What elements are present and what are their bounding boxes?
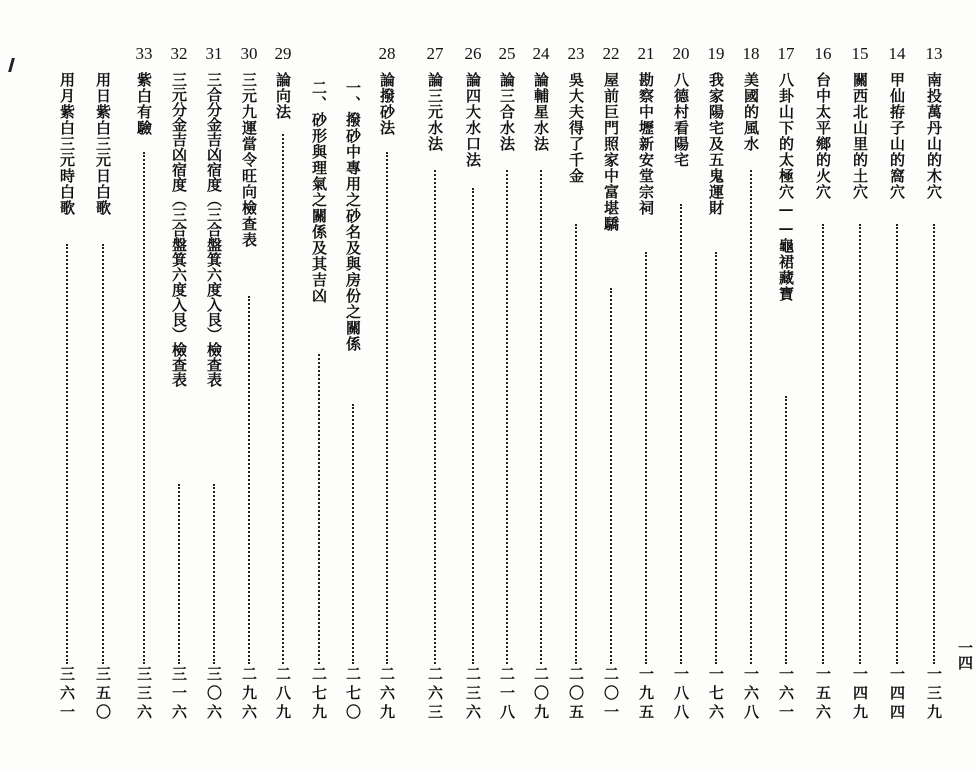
toc-subentry xyxy=(304,44,334,744)
entry-title: 甲仙拵子山的窩穴 xyxy=(888,72,906,200)
toc-entry xyxy=(199,44,229,744)
entry-page: 二一八 xyxy=(498,666,516,723)
entry-page: 二〇九 xyxy=(532,666,550,723)
entry-page: 二六九 xyxy=(378,666,396,723)
entry-page: 二〇一 xyxy=(602,666,620,723)
toc-entry xyxy=(492,44,522,744)
page-edge-number: 一四 xyxy=(956,640,974,670)
dot-leader xyxy=(750,170,752,664)
toc-entry xyxy=(771,44,801,744)
entry-number: 31 xyxy=(205,44,223,63)
dot-leader xyxy=(785,396,787,664)
toc-subentry xyxy=(88,44,118,744)
entry-page: 三五〇 xyxy=(94,666,112,723)
dot-leader xyxy=(822,224,824,664)
entry-title: 勘察中壢新安堂宗祠 xyxy=(637,72,655,216)
entry-number: 20 xyxy=(672,44,690,63)
dot-leader xyxy=(102,244,104,664)
entry-number: 22 xyxy=(602,44,620,63)
entry-page: 二七〇 xyxy=(344,666,362,723)
dot-leader xyxy=(352,404,354,664)
toc-entry xyxy=(234,44,264,744)
dot-leader xyxy=(645,252,647,664)
toc-entry xyxy=(420,44,450,744)
toc-entry xyxy=(666,44,696,744)
toc-entry xyxy=(596,44,626,744)
entry-number: 29 xyxy=(274,44,292,63)
entry-title: 台中太平鄉的火穴 xyxy=(814,72,832,200)
dot-leader xyxy=(506,170,508,664)
entry-page: 三三六 xyxy=(135,666,153,723)
entry-page: 二九六 xyxy=(240,666,258,723)
entry-page: 二七九 xyxy=(310,666,328,723)
entry-title: 關西北山里的土穴 xyxy=(851,72,869,200)
toc-entry xyxy=(372,44,402,744)
dot-leader xyxy=(282,134,284,664)
entry-page: 三六一 xyxy=(58,666,76,723)
dot-leader xyxy=(472,188,474,664)
entry-number: 16 xyxy=(814,44,832,63)
entry-number: 24 xyxy=(532,44,550,63)
dot-leader xyxy=(178,484,180,664)
entry-title: 論四大水口法 xyxy=(464,72,482,168)
dot-leader xyxy=(859,224,861,664)
entry-title: 論三元水法 xyxy=(426,72,444,152)
toc-entry xyxy=(631,44,661,744)
entry-page: 一三九 xyxy=(925,666,943,723)
entry-number: 19 xyxy=(707,44,725,63)
toc-entry xyxy=(808,44,838,744)
entry-title: 論撥砂法 xyxy=(378,72,396,136)
toc-subentry xyxy=(338,44,368,744)
entry-number: 13 xyxy=(925,44,943,63)
entry-title: 八卦山下的太極穴——龜裙藏寶 xyxy=(777,72,795,302)
toc-entry xyxy=(845,44,875,744)
dot-leader xyxy=(575,224,577,664)
entry-title: 二、砂形與理氣之關係及其吉凶 xyxy=(310,80,328,304)
toc-entry xyxy=(526,44,556,744)
entry-title: 紫白有驗 xyxy=(135,72,153,136)
entry-title: 用月紫白三元時白歌 xyxy=(58,72,76,216)
entry-page: 一九五 xyxy=(637,666,655,723)
entry-title: 八德村看陽宅 xyxy=(672,72,690,168)
entry-number: 28 xyxy=(378,44,396,63)
toc-entry xyxy=(268,44,298,744)
entry-page: 三一六 xyxy=(170,666,188,723)
entry-title: 論三合水法 xyxy=(498,72,516,152)
entry-title: 三合分金吉凶宿度（三合盤箕六度入艮）檢查表 xyxy=(205,72,223,387)
toc-entry xyxy=(561,44,591,744)
entry-page: 一七六 xyxy=(707,666,725,723)
toc-entry xyxy=(164,44,194,744)
entry-page: 三〇六 xyxy=(205,666,223,723)
entry-page: 一六八 xyxy=(742,666,760,723)
toc-entry xyxy=(882,44,912,744)
dot-leader xyxy=(896,224,898,664)
dot-leader xyxy=(680,204,682,664)
dot-leader xyxy=(933,224,935,664)
dot-leader xyxy=(248,296,250,664)
entry-number: 21 xyxy=(637,44,655,63)
entry-number: 33 xyxy=(135,44,153,63)
dot-leader xyxy=(213,484,215,664)
entry-number: 14 xyxy=(888,44,906,63)
dot-leader xyxy=(143,152,145,664)
toc-entry xyxy=(129,44,159,744)
entry-title: 我家陽宅及五鬼運財 xyxy=(707,72,725,216)
dot-leader xyxy=(386,152,388,664)
entry-number: 18 xyxy=(742,44,760,63)
dot-leader xyxy=(715,252,717,664)
entry-number: 30 xyxy=(240,44,258,63)
entry-page: 二三六 xyxy=(464,666,482,723)
entry-title: 一、撥砂中專用之砂名及與房份之關係 xyxy=(344,80,362,352)
entry-title: 用日紫白三元日白歌 xyxy=(94,72,112,216)
entry-page: 一六一 xyxy=(777,666,795,723)
entry-page: 一五六 xyxy=(814,666,832,723)
toc-subentry xyxy=(52,44,82,744)
entry-title: 三元分金吉凶宿度（三合盤箕六度入艮）檢查表 xyxy=(170,72,188,387)
entry-page: 二八九 xyxy=(274,666,292,723)
entry-page: 一八八 xyxy=(672,666,690,723)
toc-entry xyxy=(458,44,488,744)
entry-title: 美國的風水 xyxy=(742,72,760,152)
toc-entry xyxy=(919,44,949,744)
dot-leader xyxy=(318,354,320,664)
toc-entry xyxy=(736,44,766,744)
entry-page: 一四四 xyxy=(888,666,906,723)
toc-entry xyxy=(701,44,731,744)
dot-leader xyxy=(610,288,612,664)
entry-number: 23 xyxy=(567,44,585,63)
entry-number: 17 xyxy=(777,44,795,63)
entry-title: 吳大夫得了千金 xyxy=(567,72,585,184)
scan-mark xyxy=(8,58,15,72)
entry-title: 南投萬丹山的木穴 xyxy=(925,72,943,200)
entry-number: 26 xyxy=(464,44,482,63)
dot-leader xyxy=(434,170,436,664)
entry-number: 25 xyxy=(498,44,516,63)
entry-title: 屋前巨門照家中富堪驕 xyxy=(602,72,620,232)
entry-title: 論輔星水法 xyxy=(532,72,550,152)
entry-title: 三元九運當令旺向檢查表 xyxy=(240,72,258,248)
entry-number: 32 xyxy=(170,44,188,63)
entry-page: 二〇五 xyxy=(567,666,585,723)
entry-page: 一四九 xyxy=(851,666,869,723)
entry-number: 15 xyxy=(851,44,869,63)
dot-leader xyxy=(540,170,542,664)
entry-number: 27 xyxy=(426,44,444,63)
dot-leader xyxy=(66,244,68,664)
entry-title: 論向法 xyxy=(274,72,292,120)
entry-page: 二六三 xyxy=(426,666,444,723)
